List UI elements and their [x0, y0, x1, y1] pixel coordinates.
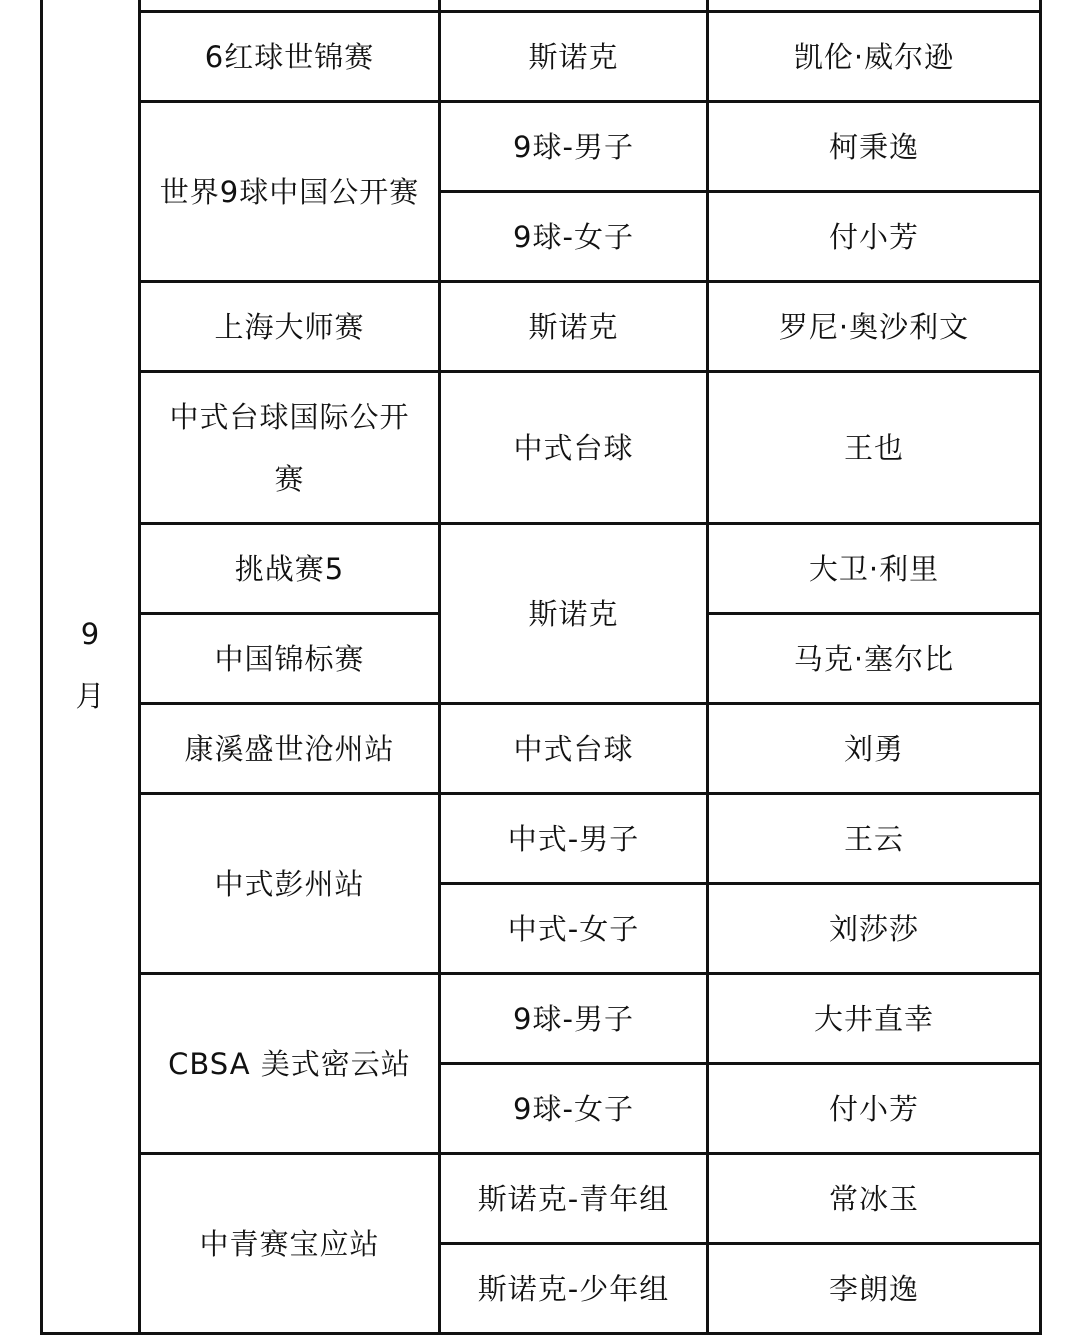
month-cell — [42, 0, 140, 1334]
table-row — [42, 0, 1041, 12]
event-cell: 中青赛宝应站 — [140, 1154, 440, 1334]
table-row — [42, 704, 1041, 794]
champion-cell: 凯伦·威尔逊 — [708, 12, 1041, 102]
category-cell: 斯诺克 — [440, 12, 708, 102]
category-cell: 斯诺克-少年组 — [440, 1244, 708, 1334]
category-cell: 中式-女子 — [440, 884, 708, 974]
table-row — [42, 794, 1041, 884]
category-cell: 斯诺克 — [440, 282, 708, 372]
champion-cell: 王云 — [708, 794, 1041, 884]
category-cell: 中式台球 — [440, 704, 708, 794]
champion-cell: 王也 — [708, 372, 1041, 524]
champion-cell: 罗尼·奥沙利文 — [708, 282, 1041, 372]
category-cell: 9球-男子 — [440, 974, 708, 1064]
table-row — [42, 12, 1041, 102]
event-cell — [140, 0, 440, 12]
champion-cell: 柯秉逸 — [708, 102, 1041, 192]
category-cell: 中式台球 — [440, 372, 708, 524]
table-row — [42, 372, 1041, 524]
table-row — [42, 524, 1041, 614]
event-cell: 6红球世锦赛 — [140, 12, 440, 102]
champion-cell: 常冰玉 — [708, 1154, 1041, 1244]
category-cell: 9球-女子 — [440, 192, 708, 282]
category-cell — [440, 0, 708, 12]
event-cell: 世界9球中国公开赛 — [140, 102, 440, 282]
event-cell: 挑战赛5 — [140, 524, 440, 614]
champion-cell: 付小芳 — [708, 192, 1041, 282]
table-row — [42, 1154, 1041, 1244]
table-row — [42, 282, 1041, 372]
event-cell: CBSA 美式密云站 — [140, 974, 440, 1154]
results-table — [40, 0, 1042, 1335]
champion-cell — [708, 0, 1041, 12]
champion-cell: 大卫·利里 — [708, 524, 1041, 614]
champion-cell: 马克·塞尔比 — [708, 614, 1041, 704]
category-cell: 斯诺克 — [440, 524, 708, 704]
event-cell: 中式彭州站 — [140, 794, 440, 974]
champion-cell: 李朗逸 — [708, 1244, 1041, 1334]
event-cell: 中国锦标赛 — [140, 614, 440, 704]
event-cell: 中式台球国际公开赛 — [140, 372, 440, 524]
champion-cell: 刘莎莎 — [708, 884, 1041, 974]
event-cell: 康溪盛世沧州站 — [140, 704, 440, 794]
category-cell: 中式-男子 — [440, 794, 708, 884]
table-row — [42, 974, 1041, 1064]
category-cell: 9球-男子 — [440, 102, 708, 192]
champion-cell: 刘勇 — [708, 704, 1041, 794]
champion-cell: 大井直幸 — [708, 974, 1041, 1064]
month-label: 9月 — [75, 616, 106, 713]
category-cell: 9球-女子 — [440, 1064, 708, 1154]
table-row — [42, 102, 1041, 192]
category-cell: 斯诺克-青年组 — [440, 1154, 708, 1244]
champion-cell: 付小芳 — [708, 1064, 1041, 1154]
event-cell: 上海大师赛 — [140, 282, 440, 372]
